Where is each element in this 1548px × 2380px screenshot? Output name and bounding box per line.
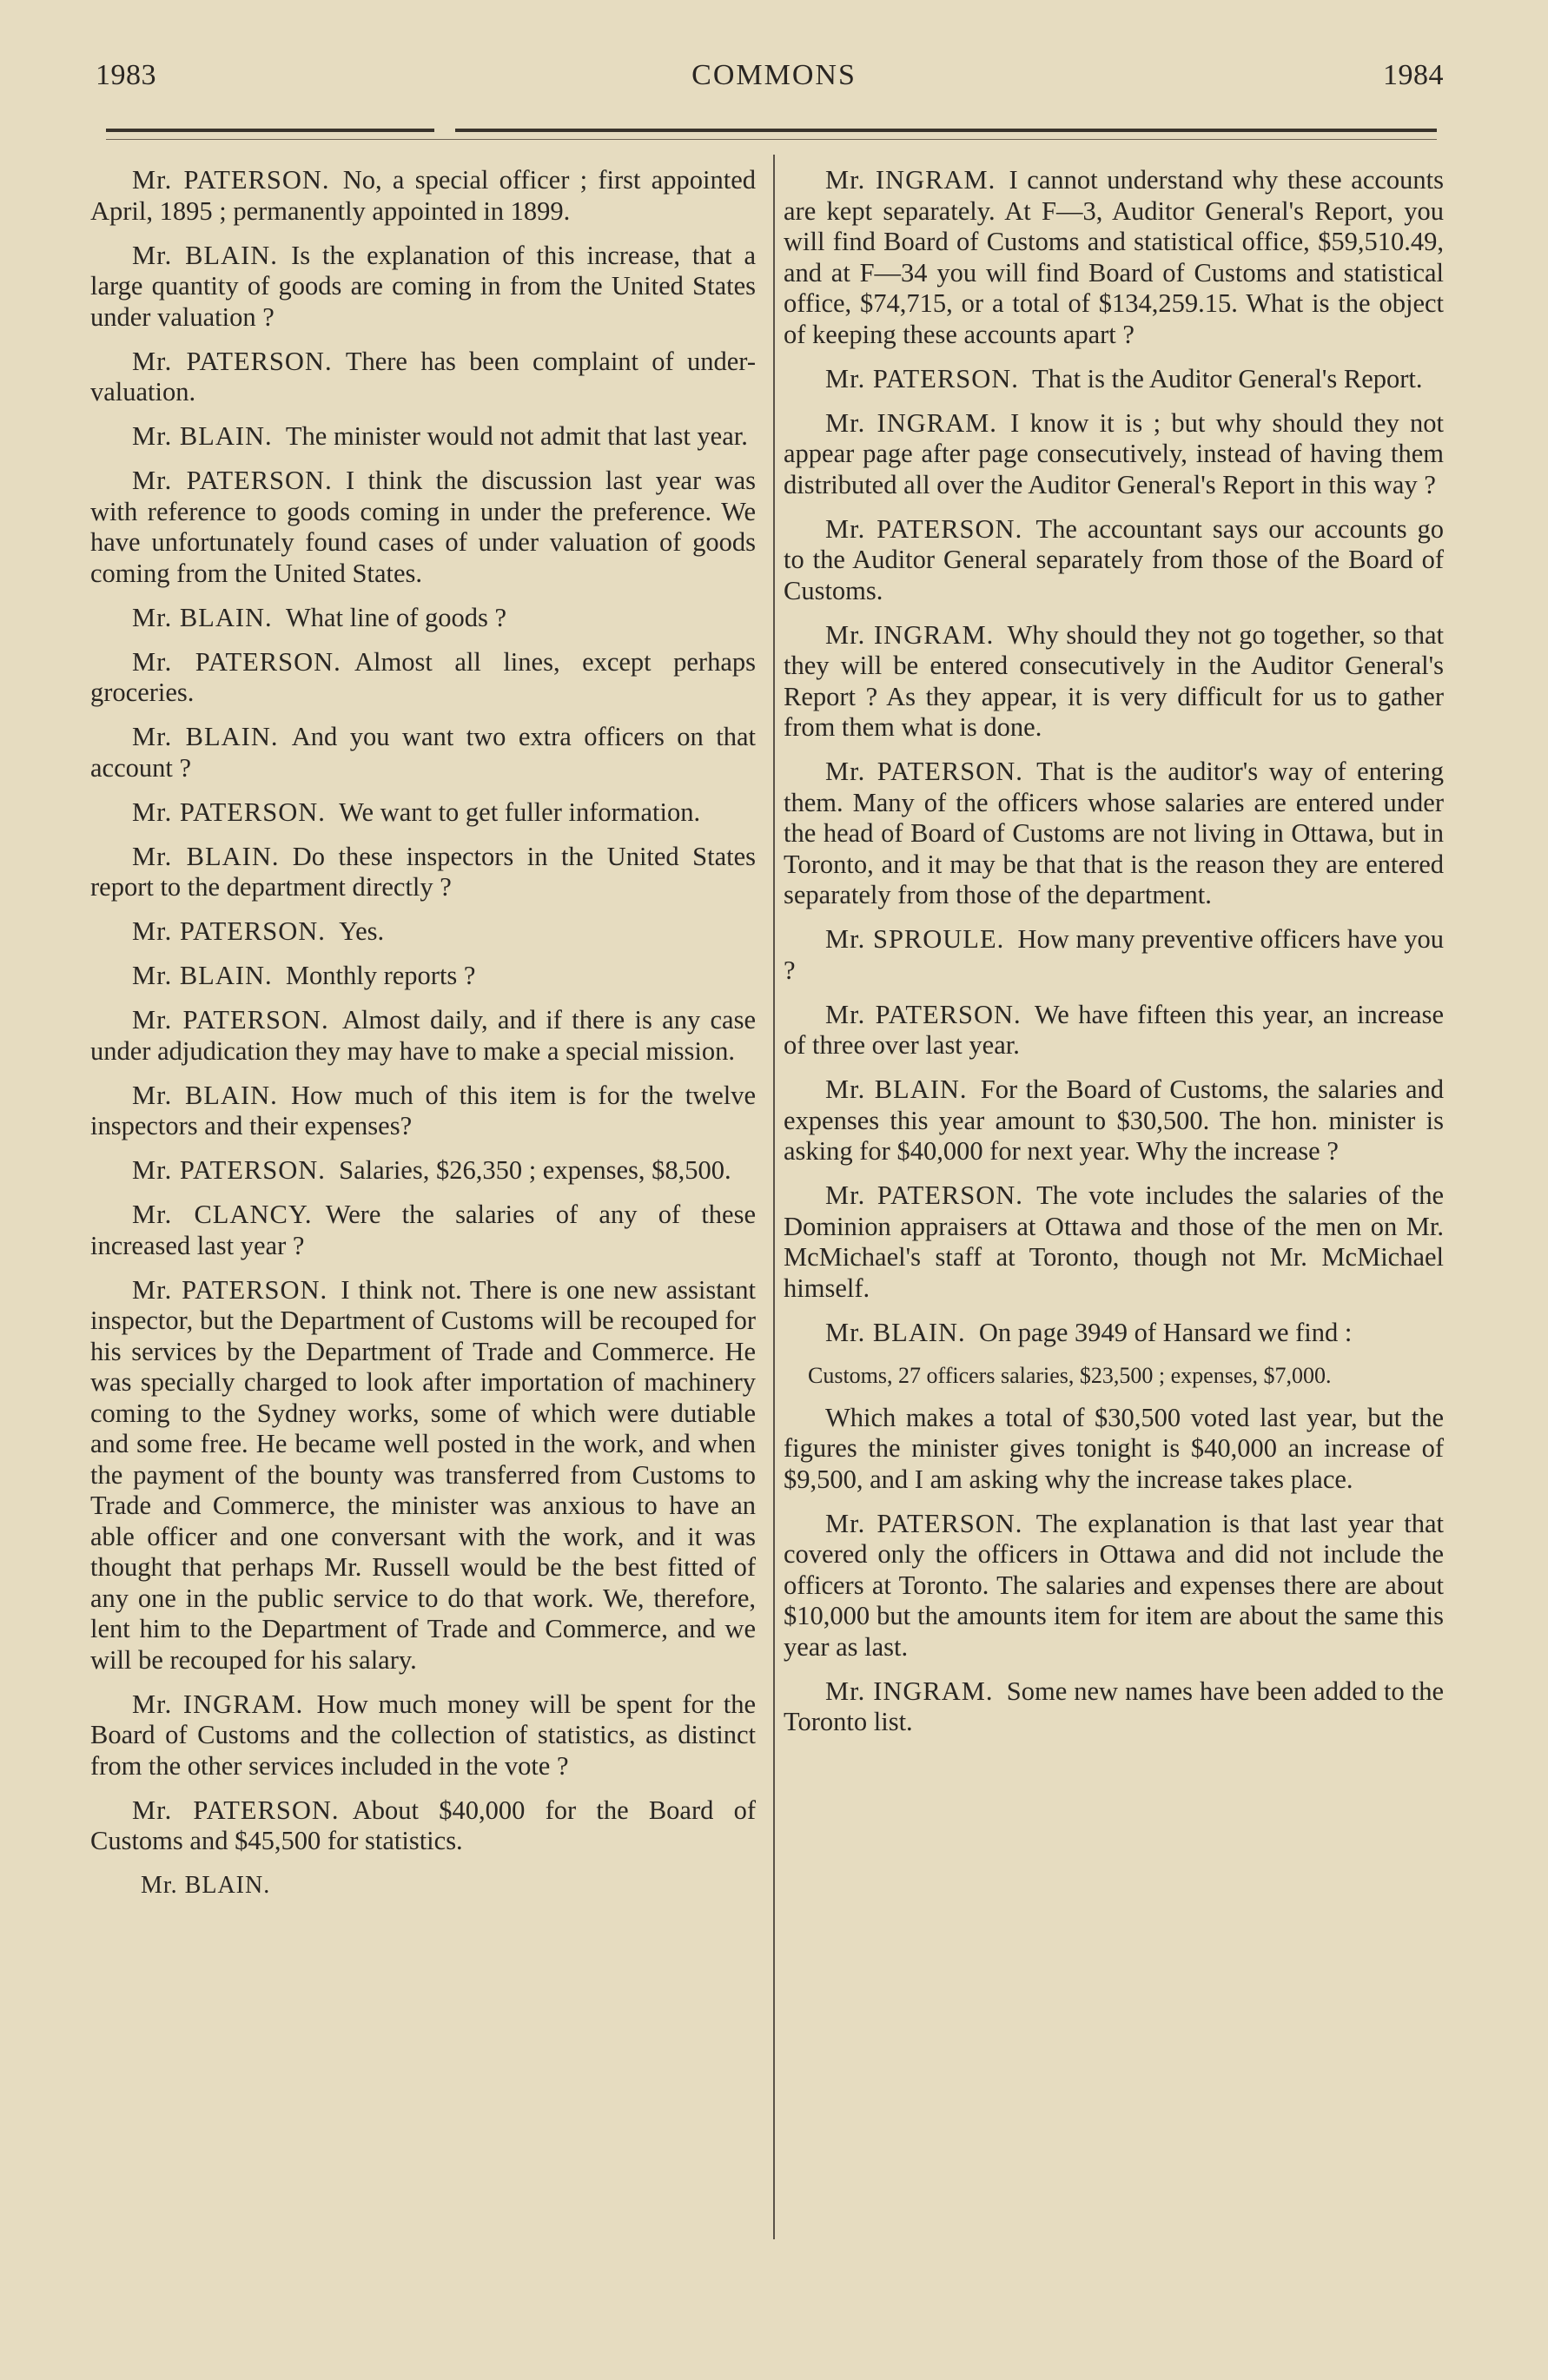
speech-paragraph: [90, 1005, 756, 1067]
speech-text: That is the auditor's way of entering them. Many of the officers whose salaries are entered under the head of Board of Customs are not living in Ottawa, but in Toronto, and it may be that that is the reason they are entered separately from those of the department.: [784, 757, 1444, 909]
page-number-right: 1984: [1383, 59, 1444, 91]
speech-text: I cannot understand why these accounts are kept separately. At F—3, Auditor General's Report, you will find Board of Customs and statistical office, $59,510.49, and at F—34 you will find Board of Customs and statistical office, $74,715, or a total of $134,259.15. What is the object of keeping these accounts apart ?: [784, 165, 1444, 349]
speech-paragraph: [90, 722, 756, 783]
speaker-name: Mr. PATERSON.: [132, 1155, 326, 1185]
speaker-name: Mr. BLAIN.: [132, 961, 273, 990]
speaker-name: Mr. PATERSON.: [825, 757, 1023, 786]
speech-paragraph: [784, 1180, 1444, 1304]
column-divider: [773, 155, 775, 2239]
speech-text: How much of this item is for the twelve inspectors and their expenses?: [90, 1080, 756, 1140]
speaker-name: Mr. PATERSON.: [132, 165, 330, 195]
speech-paragraph: [784, 1403, 1444, 1496]
header-rule-left: [106, 129, 434, 132]
speaker-name: Mr. PATERSON.: [825, 1508, 1023, 1538]
speech-text: We have fifteen this year, an increase of three over last year.: [784, 999, 1444, 1060]
speaker-name: Mr. SPROULE.: [825, 924, 1005, 954]
speech-text: I know it is ; but why should they not appear page after page consecutively, instead of having them distributed all over the Auditor General's Report in this way ?: [784, 407, 1444, 499]
speaker-name: Mr. INGRAM.: [825, 1676, 994, 1706]
speech-text: Almost daily, and if there is any case under adjudication they may have to make a special mission.: [90, 1005, 756, 1066]
speaker-name: Mr. BLAIN.: [132, 421, 273, 451]
speech-text: We want to get fuller information.: [339, 797, 701, 827]
speech-text: There has been complaint of under-valuation.: [90, 346, 756, 407]
speech-paragraph: [784, 364, 1444, 395]
speaker-name: Mr. CLANCY.: [132, 1200, 313, 1229]
speech-paragraph: [90, 1795, 756, 1857]
speech-paragraph: [90, 1689, 756, 1782]
speaker-name: Mr. BLAIN.: [825, 1317, 966, 1347]
speech-paragraph: [90, 961, 756, 992]
speaker-name: Mr. PATERSON.: [132, 797, 326, 827]
speech-paragraph: [90, 1275, 756, 1676]
speech-text: Almost all lines, except perhaps groceries.: [90, 646, 756, 707]
speech-text: The minister would not admit that last year.: [285, 421, 748, 451]
speech-text: On page 3949 of Hansard we find :: [978, 1317, 1353, 1347]
speech-paragraph: [784, 1074, 1444, 1167]
speaker-name: Mr. PATERSON.: [132, 466, 333, 495]
right-column: [784, 165, 1444, 1751]
speech-text: Yes.: [339, 916, 385, 946]
speech-text: Is the explanation of this increase, that a large quantity of goods are coming in from the United States under valuation ?: [90, 240, 756, 332]
speech-text: That is the Auditor General's Report.: [1032, 363, 1423, 393]
speech-paragraph: [90, 466, 756, 589]
speaker-name: Mr. PATERSON.: [825, 999, 1022, 1029]
speech-paragraph: [90, 647, 756, 709]
speech-text: Monthly reports ?: [285, 961, 476, 990]
speech-text: How much money will be spent for the Board of Customs and the collection of statistics, as distinct from the other services included in the vote ?: [90, 1689, 757, 1781]
speech-text: About $40,000 for the Board of Customs and $45,500 for statistics.: [90, 1795, 756, 1855]
speech-paragraph: [90, 916, 756, 948]
running-title: COMMONS: [691, 59, 857, 91]
speaker-name: Mr. BLAIN.: [132, 602, 273, 632]
speaker-name: Mr. PATERSON.: [132, 646, 341, 677]
speech-text: I think the discussion last year was with reference to goods coming in under the preference. We have unfortunately found cases of under valuation of goods coming from the United States.: [90, 466, 756, 588]
left-column: [90, 165, 756, 1901]
speech-paragraph: [784, 514, 1444, 607]
speaker-name: Mr. BLAIN.: [132, 240, 278, 270]
speaker-name: Mr. INGRAM.: [132, 1689, 304, 1719]
speech-paragraph: [90, 1155, 756, 1187]
speech-paragraph: [90, 1200, 756, 1261]
speech-text: The explanation is that last year that covered only the officers in Ottawa and did not include the officers at Toronto. The salaries and expenses there are about $10,000 but the amounts item for item are about the same this year as last.: [784, 1508, 1444, 1662]
speech-paragraph: [90, 842, 756, 903]
speaker-name: Mr. PATERSON.: [132, 346, 333, 376]
speaker-name: Mr. PATERSON.: [825, 363, 1019, 393]
header-rule-right: [455, 129, 1437, 132]
speech-paragraph: [784, 924, 1444, 986]
speech-text: I think not. There is one new assistant inspector, but the Department of Customs will be recouped for his services by the Department of Trade and Commerce. He was specially charged to look after importation of machinery coming to the Sydney works, some of which were dutiable and some free. He became well posted in the work, and when the payment of the bounty was transferred from Customs to Trade and Commerce, the minister was anxious to have an able officer and one conversant with the work, and it was thought that perhaps Mr. Russell would be the best fitted of any one in the public service to do that work. We, therefore, lent him to the Department of Trade and Commerce, and we will be recouped for his salary.: [90, 1274, 756, 1675]
speech-text: How many preventive officers have you ?: [784, 924, 1444, 985]
speech-text: Were the salaries of any of these increased last year ?: [90, 1200, 757, 1260]
speaker-name: Mr. BLAIN.: [132, 1080, 278, 1110]
page-number-left: 1983: [96, 59, 156, 91]
speech-paragraph: [90, 165, 756, 227]
speaker-name: Mr. BLAIN.: [132, 841, 280, 871]
speech-text: The vote includes the salaries of the Dominion appraisers at Ottawa and those of the men on Mr. McMichael's staff at Toronto, though not Mr. McMichael himself.: [784, 1180, 1444, 1303]
speech-text: For the Board of Customs, the salaries and expenses this year amount to $30,500. The hon. minister is asking for $40,000 for next year. Why the increase ?: [784, 1074, 1445, 1166]
speaker-name: Mr. BLAIN.: [132, 722, 279, 751]
speaker-name: Mr. PATERSON.: [132, 1005, 329, 1035]
speech-paragraph: [90, 347, 756, 408]
speaker-name: Mr. INGRAM.: [825, 165, 996, 195]
speech-paragraph: [90, 603, 756, 634]
speech-paragraph: [90, 797, 756, 829]
speaker-name: Mr. PATERSON.: [132, 1795, 340, 1825]
speaker-name: Mr. PATERSON.: [825, 513, 1023, 544]
speaker-name: Mr. PATERSON.: [132, 1274, 328, 1305]
speech-text: Do these inspectors in the United States report to the department directly ?: [90, 841, 756, 902]
speech-text: What line of goods ?: [285, 602, 507, 632]
speech-paragraph: [784, 165, 1444, 350]
speech-paragraph: [90, 1081, 756, 1142]
speech-paragraph: [90, 421, 756, 453]
quoted-passage: Customs, 27 officers salaries, $23,500 ; expenses, $7,000.: [808, 1362, 1332, 1388]
trailing-speaker: Mr. BLAIN.: [141, 1872, 271, 1899]
speaker-name: Mr. INGRAM.: [825, 619, 995, 650]
speech-paragraph: [784, 408, 1444, 501]
speaker-name: Mr. PATERSON.: [132, 916, 326, 946]
speech-text: Some new names have been added to the Toronto list.: [784, 1676, 1444, 1736]
speech-paragraph: [784, 1676, 1444, 1738]
speech-text: Which makes a total of $30,500 voted last year, but the figures the minister gives tonight is $40,000 an increase of $9,500, and I am asking why the increase takes place.: [784, 1402, 1444, 1494]
speech-paragraph: [784, 620, 1444, 744]
speech-text: No, a special officer ; first appointed April, 1895 ; permanently appointed in 1899.: [90, 165, 756, 226]
speech-text: Why should they not go together, so that they will be entered consecutively in the Auditor General's Report ? As they appear, it is very difficult for us to gather from them what is done.: [784, 619, 1444, 742]
header-rule-thin: [106, 139, 1437, 140]
speech-text: And you want two extra officers on that account ?: [90, 722, 756, 783]
speech-text: The accountant says our accounts go to the Auditor General separately from those of the Board of Customs.: [784, 513, 1444, 605]
speech-paragraph: [90, 241, 756, 334]
speech-paragraph: [784, 757, 1444, 911]
speaker-name: Mr. INGRAM.: [825, 407, 997, 438]
speech-paragraph: [784, 1000, 1444, 1061]
speaker-name: Mr. BLAIN.: [825, 1074, 968, 1104]
speech-paragraph: [784, 1318, 1444, 1349]
speech-text: Salaries, $26,350 ; expenses, $8,500.: [339, 1155, 731, 1185]
speech-paragraph: [784, 1509, 1444, 1663]
speaker-name: Mr. PATERSON.: [825, 1180, 1023, 1210]
